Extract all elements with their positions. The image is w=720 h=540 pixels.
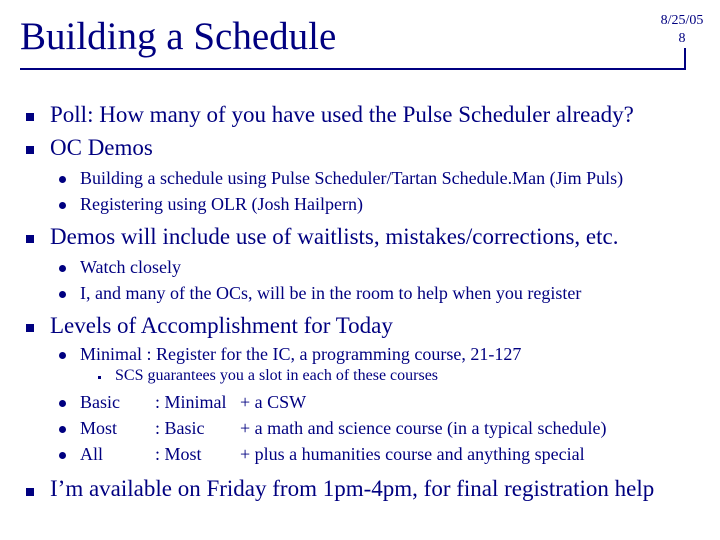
bullet-oc-demos: OC Demos (50, 135, 153, 160)
level-add-most: + a math and science course (in a typical schedule) (240, 418, 607, 438)
level-name-all: All (80, 444, 104, 464)
dot-bullet-icon (59, 176, 66, 183)
bullet-demo-olr: Registering using OLR (Josh Hailpern) (80, 194, 363, 214)
bullet-available: I’m available on Friday from 1pm-4pm, for final registration help (50, 476, 655, 501)
slide-page-number: 8 (678, 31, 686, 46)
slide-date-box (652, 12, 712, 48)
dot-bullet-icon (59, 265, 66, 272)
bullet-levels: Levels of Accomplishment for Today (50, 313, 393, 338)
bullet-poll: Poll: How many of you have used the Pulse Scheduler already? (50, 102, 634, 127)
level-name-basic: Basic (80, 392, 120, 412)
square-bullet-icon (26, 324, 34, 332)
level-base-most: : Basic (155, 418, 205, 438)
level-name-most: Most (80, 418, 118, 438)
level-base-all: : Most (155, 444, 202, 464)
slide-date: 8/25/05 (660, 13, 704, 28)
bullet-demo-pulse: Building a schedule using Pulse Scheduler/Tartan Schedule.Man (Jim Puls) (80, 168, 624, 188)
square-bullet-icon (26, 146, 34, 154)
bullet-demos-include: Demos will include use of waitlists, mistakes/corrections, etc. (50, 224, 619, 249)
square-bullet-icon (26, 488, 34, 496)
bullet-help-register: I, and many of the OCs, will be in the room to help when you register (80, 283, 582, 303)
bullet-minimal: Minimal : Register for the IC, a programming course, 21-127 (80, 344, 522, 364)
dot-bullet-icon (59, 291, 66, 298)
title-rule-corner (684, 48, 686, 70)
title-underline (20, 68, 686, 70)
bullet-scs-guarantee: SCS guarantees you a slot in each of these courses (115, 367, 439, 384)
dot-bullet-icon (59, 426, 66, 433)
bullet-most (80, 418, 607, 439)
level-base-basic: : Minimal (155, 392, 227, 412)
small-square-bullet-icon (98, 376, 101, 379)
bullet-watch: Watch closely (80, 257, 182, 277)
square-bullet-icon (26, 235, 34, 243)
square-bullet-icon (26, 113, 34, 121)
level-add-all: + plus a humanities course and anything special (240, 444, 585, 464)
dot-bullet-icon (59, 202, 66, 209)
dot-bullet-icon (59, 352, 66, 359)
dot-bullet-icon (59, 452, 66, 459)
dot-bullet-icon (59, 400, 66, 407)
slide-title: Building a Schedule (20, 15, 337, 58)
bullet-basic (80, 392, 306, 413)
level-add-basic: + a CSW (240, 392, 307, 412)
bullet-all (80, 444, 585, 465)
